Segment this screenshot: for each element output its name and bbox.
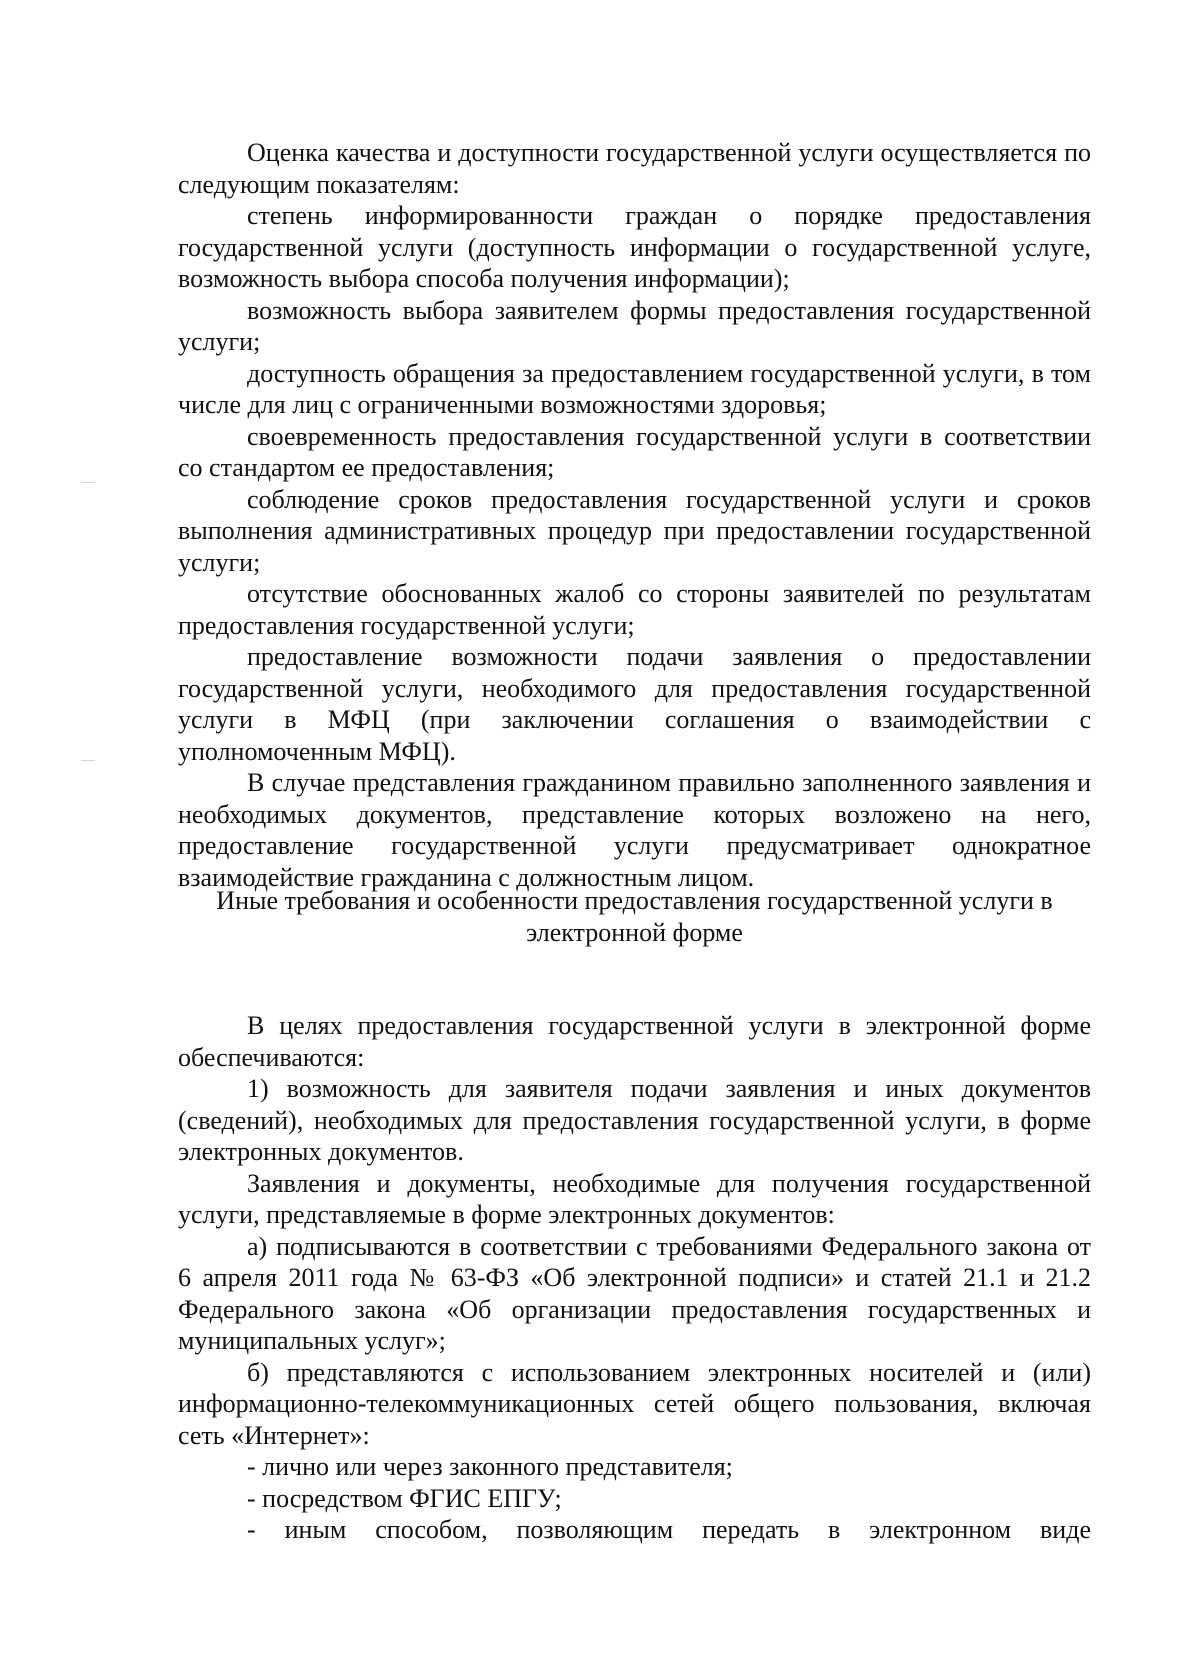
paragraph: а) подписываются в соответствии с требованиями Федерального закона от 6 апреля 2011 года № 63-ФЗ «Об электронной подписи» и статей 21.1 и 21.2 Федерального закона «Об организации предоставления государственных и муниципальных услуг»; [178, 1231, 1091, 1355]
quality-criteria-section [178, 137, 1091, 893]
scan-margin-mark [81, 482, 95, 483]
section-heading [178, 885, 1091, 948]
paragraph: В случае представления гражданином правильно заполненного заявления и необходимых документов, представление которых возложено на него, предоставление государственной услуги предусматривает однократное взаимодействие гражданина с должностным лицом. [178, 768, 1091, 892]
heading-line: Иные требования и особенности предоставления государственной услуги в [216, 886, 1053, 915]
paragraph: своевременность предоставления государственной услуги в соответствии со стандартом ее предоставления; [178, 421, 1091, 482]
paragraph: б) представляются с использованием электронных носителей и (или) информационно-телекоммуникационных сетей общего пользования, включая сеть «Интернет»: [178, 1357, 1091, 1450]
paragraph: возможность выбора заявителем формы предоставления государственной услуги; [178, 295, 1091, 356]
paragraph: 1) возможность для заявителя подачи заявления и иных документов (сведений), необходимых для предоставления государственной услуги, в форме электронных документов. [178, 1074, 1091, 1166]
list-item: - посредством ФГИС ЕПГУ; [247, 1483, 562, 1513]
paragraph: отсутствие обоснованных жалоб со стороны заявителей по результатам предоставления государственной услуги; [178, 579, 1091, 640]
list-item: - иным способом, позволяющим передать в электронном виде [247, 1515, 1091, 1544]
heading-line: электронной форме [526, 917, 743, 947]
paragraph: степень информированности граждан о порядке предоставления государственной услуги (доступность информации о государственной услуге, возможность выбора способа получения информации); [178, 201, 1091, 293]
paragraph: соблюдение сроков предоставления государственной услуги и сроков выполнения административных процедур при предоставлении государственной услуги; [178, 484, 1091, 577]
paragraph: Заявления и документы, необходимые для получения государственной услуги, представляемые в форме электронных документов: [178, 1168, 1091, 1229]
paragraph: доступность обращения за предоставлением государственной услуги, в том числе для лиц с ограниченными возможностями здоровья; [178, 358, 1091, 419]
paragraph: Оценка качества и доступности государственной услуги осуществляется по следующим показателям: [178, 138, 1091, 199]
paragraph: предоставление возможности подачи заявления о предоставлении государственной услуги, необходимого для предоставления государственной услуги в МФЦ (при заключении соглашения о взаимодействии с уполномоченным МФЦ). [178, 642, 1091, 766]
list-item: - лично или через законного представителя; [247, 1452, 733, 1481]
scan-margin-mark [81, 760, 95, 761]
electronic-form-section [178, 1010, 1091, 1546]
paragraph: В целях предоставления государственной услуги в электронной форме обеспечиваются: [178, 1011, 1091, 1072]
